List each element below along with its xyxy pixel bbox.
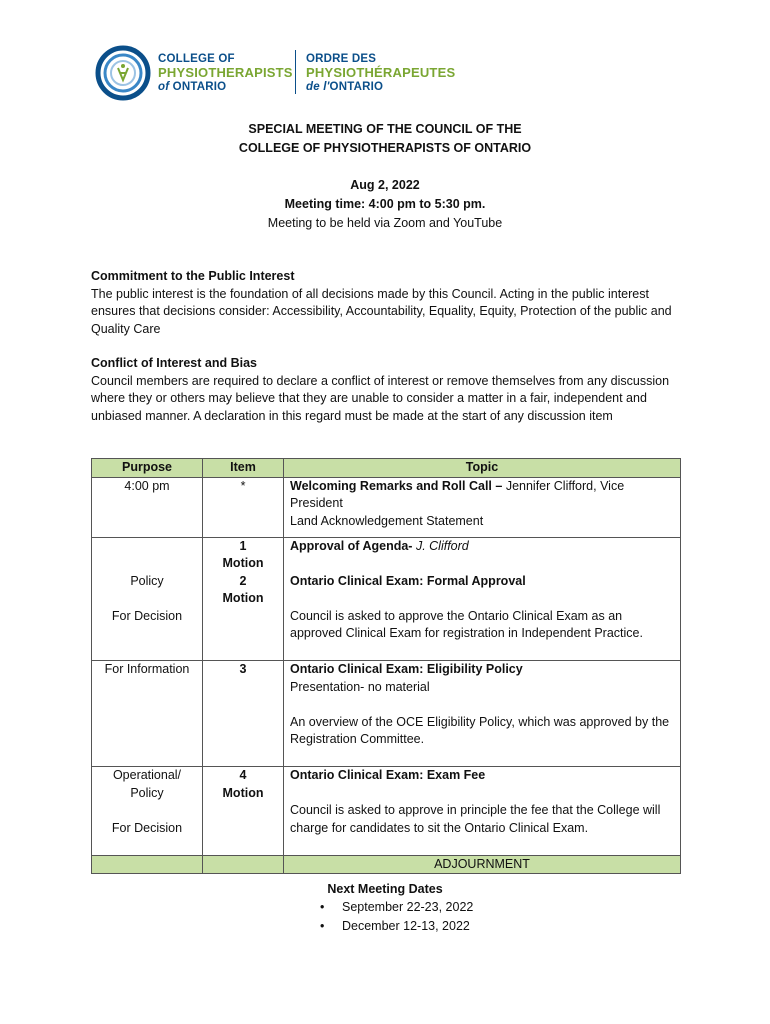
header-item: Item (203, 459, 284, 478)
table-row: Policy For Decision 1 Motion 2 Motion Approval of Agenda- J. Clifford Ontario Clinical Exam: Formal Approval Council is asked to approve the Ontario Clinical Exam as an approved Clinical Exam for registration in Independent Practice. (92, 537, 681, 661)
conflict-body: Council members are required to declare a conflict of interest or remove themselves from any discussion where they or others may believe that they are unable to consider a matter in a fair, independent and unbiased manner. A declaration in this regard must be made at the start of any discussion item (91, 373, 670, 423)
meeting-venue: Meeting to be held via Zoom and YouTube (267, 216, 503, 230)
logo-circle-icon (94, 44, 152, 102)
agenda-table (91, 458, 681, 874)
commitment-heading: Commitment to the Public Interest (91, 269, 295, 283)
conflict-heading: Conflict of Interest and Bias (91, 356, 257, 370)
commitment-section (91, 268, 681, 338)
adjournment-label: ADJOURNMENT (284, 855, 681, 874)
title-line-1: SPECIAL MEETING OF THE COUNCIL OF THE (248, 122, 522, 136)
meeting-time: Meeting time: 4:00 pm to 5:30 pm. (284, 197, 486, 211)
table-row: Operational/ Policy For Decision 4 Motion Ontario Clinical Exam: Exam Fee Council is asked to approve in principle the fee that the College will charge for candidates to sit the Ontario Clinical Exam. (92, 767, 681, 856)
table-row: For Information 3 Ontario Clinical Exam: Eligibility Policy Presentation- no material An overview of the OCE Eligibility Policy, which was approved by the Registration Committee. (92, 661, 681, 767)
list-item: • December 12-13, 2022 (320, 917, 473, 936)
college-logo (94, 44, 152, 104)
next-meetings-heading: Next Meeting Dates (327, 882, 443, 896)
logo-divider (295, 50, 296, 94)
next-meetings-list (320, 898, 473, 935)
title-line-2: COLLEGE OF PHYSIOTHERAPISTS OF ONTARIO (238, 141, 532, 155)
header-purpose: Purpose (92, 459, 203, 478)
adjournment-row (92, 855, 681, 874)
header-topic: Topic (284, 459, 681, 478)
conflict-section (91, 355, 681, 425)
commitment-body: The public interest is the foundation of all decisions made by this Council. Acting in the public interest ensures that decisions consider: Accessibility, Accountability, Equality, Equity, Protection of the public and Quality Care (91, 286, 672, 336)
table-header-row (92, 459, 681, 478)
table-row: 4:00 pm * Welcoming Remarks and Roll Call – Jennifer Clifford, Vice President Land Acknowledgement Statement (92, 477, 681, 537)
list-item: • September 22-23, 2022 (320, 898, 473, 917)
meeting-date: Aug 2, 2022 (350, 178, 420, 192)
org-name-french: ORDRE DES PHYSIOTHÉRAPEUTES de l'ONTARIO (306, 53, 456, 93)
org-name-english: COLLEGE OF PHYSIOTHERAPISTS of ONTARIO (158, 53, 293, 93)
